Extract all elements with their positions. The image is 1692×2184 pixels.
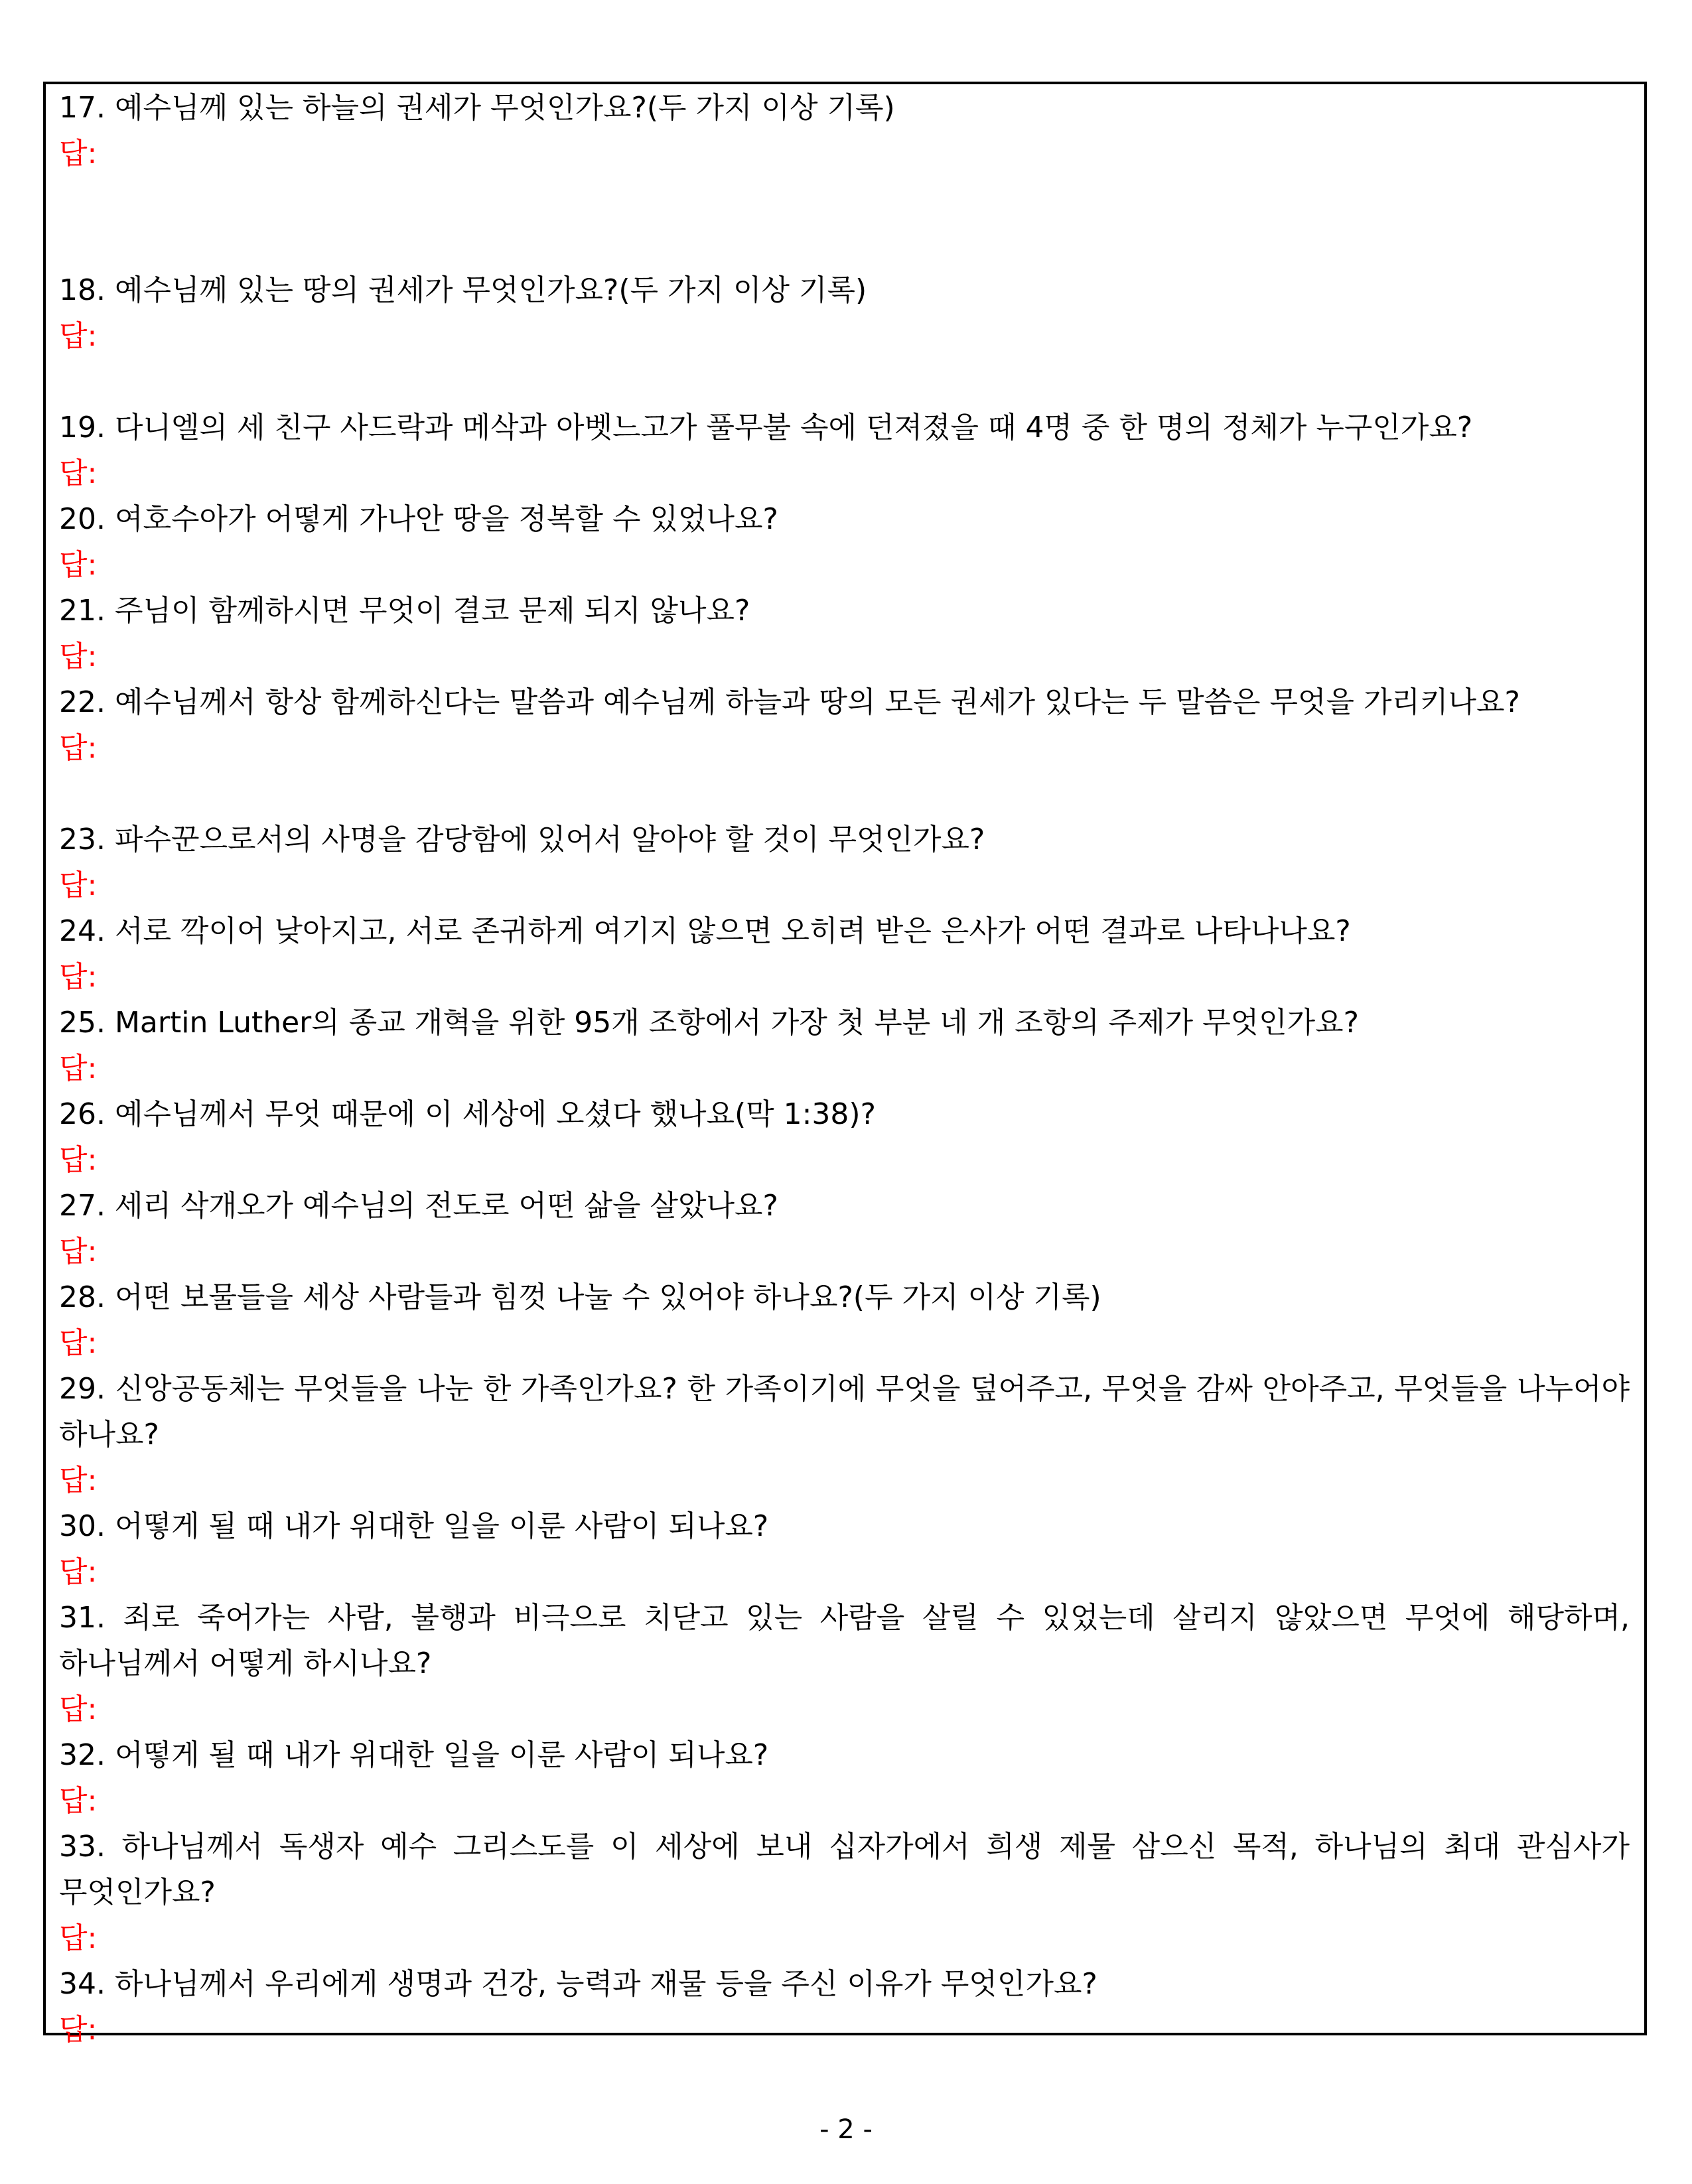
question-item-18 (59, 267, 1630, 405)
answer-label: 답: (59, 456, 98, 490)
answer-label: 답: (59, 1692, 98, 1726)
answer-space[interactable] (59, 771, 1630, 817)
question-text: 25. Martin Luther의 종교 개혁을 위한 95개 조항에서 가장 첫 부분 네 개 조항의 주제가 무엇인가요? (59, 1006, 1360, 1040)
question-item-19 (59, 405, 1630, 496)
question-text: 27. 세리 삭개오가 예수님의 전도로 어떤 삶을 살았나요? (59, 1189, 778, 1223)
answer-label: 답: (59, 1555, 98, 1589)
answer-label: 답: (59, 137, 98, 171)
question-item-22 (59, 679, 1630, 817)
answer-label: 답: (59, 731, 98, 765)
answer-label: 답: (59, 1052, 98, 1085)
question-text: 34. 하나님께서 우리에게 생명과 건강, 능력과 재물 등을 주신 이유가 무엇인가요? (59, 1967, 1097, 2001)
answer-label: 답: (59, 1464, 98, 1497)
question-item-33 (59, 1824, 1630, 1961)
answer-label: 답: (59, 1921, 98, 1955)
question-text: 19. 다니엘의 세 친구 사드락과 메삭과 아벳느고가 풀무불 속에 던져졌을 때 4명 중 한 명의 정체가 누구인가요? (59, 411, 1473, 444)
question-item-27 (59, 1183, 1630, 1274)
question-item-20 (59, 496, 1630, 588)
question-item-17 (59, 84, 1630, 267)
answer-label: 답: (59, 960, 98, 994)
question-item-32 (59, 1732, 1630, 1824)
answer-label: 답: (59, 1784, 98, 1818)
question-text: 18. 예수님께 있는 땅의 권세가 무엇인가요?(두 가지 이상 기록) (59, 273, 867, 307)
question-item-29 (59, 1366, 1630, 1503)
question-text: 22. 예수님께서 항상 함께하신다는 말씀과 예수님께 하늘과 땅의 모든 권세가 있다는 두 말씀은 무엇을 가리키나요? (59, 685, 1520, 719)
question-item-26 (59, 1091, 1630, 1183)
question-text: 31. 죄로 죽어가는 사람, 불행과 비극으로 치닫고 있는 사람을 살릴 수 있었는데 살리지 않았으면 무엇에 해당하며, 하나님께서 어떻게 하시나요? (59, 1601, 1630, 1680)
answer-label: 답: (59, 1235, 98, 1268)
answer-label: 답: (59, 2013, 98, 2047)
question-text: 24. 서로 깍이어 낮아지고, 서로 존귀하게 여기지 않으면 오히려 받은 은사가 어떤 결과로 나타나나요? (59, 914, 1351, 948)
question-item-23 (59, 817, 1630, 908)
answer-label: 답: (59, 1326, 98, 1360)
answer-label: 답: (59, 319, 98, 353)
question-text: 21. 주님이 함께하시면 무엇이 결코 문제 되지 않나요? (59, 594, 750, 628)
question-item-34 (59, 1961, 1630, 2053)
question-item-21 (59, 588, 1630, 679)
answer-space[interactable] (59, 176, 1630, 267)
question-text: 30. 어떻게 될 때 내가 위대한 일을 이룬 사람이 되나요? (59, 1509, 769, 1543)
question-text: 32. 어떻게 될 때 내가 위대한 일을 이룬 사람이 되나요? (59, 1738, 769, 1772)
question-sheet-box (43, 82, 1647, 2047)
answer-space[interactable] (59, 359, 1630, 405)
question-text: 17. 예수님께 있는 하늘의 권세가 무엇인가요?(두 가지 이상 기록) (59, 91, 895, 125)
question-text: 28. 어떤 보물들을 세상 사람들과 힘껏 나눌 수 있어야 하나요?(두 가지 이상 기록) (59, 1280, 1101, 1314)
question-text: 26. 예수님께서 무엇 때문에 이 세상에 오셨다 했나요(막 1:38)? (59, 1097, 876, 1131)
answer-label: 답: (59, 1143, 98, 1177)
answer-label: 답: (59, 640, 98, 673)
question-item-28 (59, 1274, 1630, 1366)
question-item-31 (59, 1595, 1630, 1732)
question-text: 23. 파수꾼으로서의 사명을 감당함에 있어서 알아야 할 것이 무엇인가요? (59, 823, 985, 856)
question-text: 29. 신앙공동체는 무엇들을 나눈 한 가족인가요? 한 가족이기에 무엇을 덮어주고, 무엇을 감싸 안아주고, 무엇들을 나누어야 하나요? (59, 1372, 1630, 1452)
question-item-24 (59, 908, 1630, 1000)
question-text: 20. 여호수아가 어떻게 가나안 땅을 정복할 수 있었나요? (59, 502, 778, 536)
question-text: 33. 하나님께서 독생자 예수 그리스도를 이 세상에 보내 십자가에서 희생 제물 삼으신 목적, 하나님의 최대 관심사가 무엇인가요? (59, 1830, 1630, 1909)
question-item-30 (59, 1503, 1630, 1595)
page-number: - 2 - (819, 2114, 873, 2145)
answer-label: 답: (59, 548, 98, 582)
answer-label: 답: (59, 868, 98, 902)
question-item-25 (59, 1000, 1630, 1091)
